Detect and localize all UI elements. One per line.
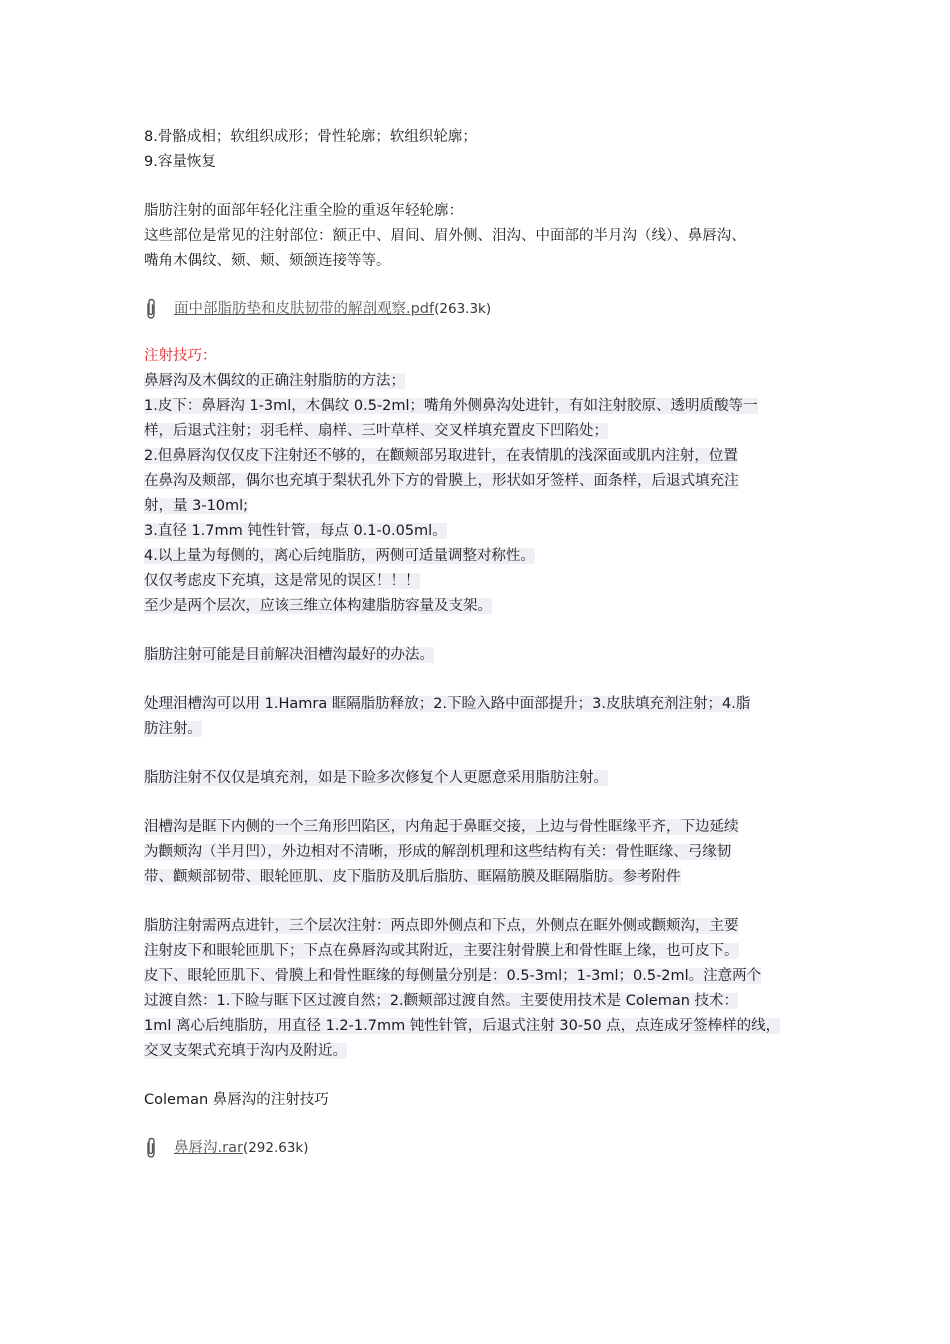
text-line: 样，后退式注射；羽毛样、扇样、三叶草样、交叉样填充置皮下凹陷处； xyxy=(144,423,608,439)
text-line: 仅仅考虑皮下充填，这是常见的误区！！！ xyxy=(144,573,420,589)
text-line: 鼻唇沟及木偶纹的正确注射脂肪的方法； xyxy=(144,373,405,389)
text-line: 3.直径 1.7mm 钝性针管，每点 0.1-0.05ml。 xyxy=(144,523,447,539)
text-line: 这些部位是常见的注射部位：额正中、眉间、眉外侧、泪沟、中面部的半月沟（线）、鼻唇沟、 xyxy=(144,228,746,244)
text-line: 射，量 3-10ml; xyxy=(144,498,249,514)
attachment-size: (292.63k) xyxy=(242,1140,309,1156)
text-line: 嘴角木偶纹、颏、颊、颏颌连接等等。 xyxy=(144,253,391,269)
text-line: 注射皮下和眼轮匝肌下；下点在鼻唇沟或其附近，主要注射骨膜上和骨性眶上缘，也可皮下。 xyxy=(144,943,739,959)
text-line: 脂肪注射可能是目前解决泪槽沟最好的办法。 xyxy=(144,647,434,663)
document-body xyxy=(144,125,829,1163)
text-line: Coleman 鼻唇沟的注射技巧 xyxy=(144,1092,329,1108)
text-line: 8.骨骼成相；软组织成形；骨性轮廓；软组织轮廓； xyxy=(144,129,477,145)
text-line: 带、颧颊部韧带、眼轮匝肌、皮下脂肪及肌后脂肪、眶隔筋膜及眶隔脂肪。参考附件 xyxy=(144,869,681,885)
text-line: 肪注射。 xyxy=(144,721,202,737)
text-line: 2.但鼻唇沟仅仅皮下注射还不够的，在颧颊部另取进针，在表情肌的浅深面或肌内注射，位置 xyxy=(144,448,738,464)
attachment-size: (263.3k) xyxy=(434,301,492,317)
text-line: 至少是两个层次，应该三维立体构建脂肪容量及支架。 xyxy=(144,598,492,614)
text-line: 脂肪注射需两点进针，三个层次注射：两点即外侧点和下点，外侧点在眶外侧或颧颊沟，主要 xyxy=(144,918,739,934)
text-line: 1ml 离心后纯脂肪，用直径 1.2-1.7mm 钝性针管，后退式注射 30-50 点，点连成牙签棒样的线， xyxy=(144,1018,781,1034)
attachment-rar xyxy=(144,1133,829,1163)
text-line: 交叉支架式充填于沟内及附近。 xyxy=(144,1043,347,1059)
text-line: 处理泪槽沟可以用 1.Hamra 眶隔脂肪释放；2.下睑入路中面部提升；3.皮肤填充剂注射；4.脂 xyxy=(144,696,751,712)
text-line: 1.皮下：鼻唇沟 1-3ml，木偶纹 0.5-2ml；嘴角外侧鼻沟处进针，有如注射胶原、透明质酸等一 xyxy=(144,398,758,414)
attachment-pdf xyxy=(144,294,829,324)
text-line: 脂肪注射的面部年轻化注重全脸的重返年轻轮廓： xyxy=(144,203,463,219)
text-line: 泪槽沟是眶下内侧的一个三角形凹陷区，内角起于鼻眶交接，上边与骨性眶缘平齐，下边延续 xyxy=(144,819,739,835)
text-line: 过渡自然：1.下睑与眶下区过渡自然；2.颧颊部过渡自然。主要使用技术是 Coleman 技术： xyxy=(144,993,739,1009)
attachment-link[interactable]: 面中部脂肪垫和皮肤韧带的解剖观察.pdf xyxy=(174,301,435,317)
section-heading: 注射技巧： xyxy=(144,348,217,364)
attachment-link[interactable]: 鼻唇沟.rar xyxy=(174,1140,243,1156)
text-line: 在鼻沟及颊部，偶尔也充填于梨状孔外下方的骨膜上，形状如牙签样、面条样，后退式填充注 xyxy=(144,473,739,489)
paperclip-icon xyxy=(144,298,166,320)
text-line: 脂肪注射不仅仅是填充剂，如是下睑多次修复个人更愿意采用脂肪注射。 xyxy=(144,770,608,786)
text-line: 9.容量恢复 xyxy=(144,154,216,170)
text-line: 为颧颊沟（半月凹），外边相对不清晰，形成的解剖机理和这些结构有关：骨性眶缘、弓缘韧 xyxy=(144,844,732,860)
paperclip-icon xyxy=(144,1137,166,1159)
text-line: 4.以上量为每侧的，离心后纯脂肪，两侧可适量调整对称性。 xyxy=(144,548,535,564)
text-line: 皮下、眼轮匝肌下、骨膜上和骨性眶缘的每侧量分别是：0.5-3ml；1-3ml；0.5-2ml。注意两个 xyxy=(144,968,762,984)
